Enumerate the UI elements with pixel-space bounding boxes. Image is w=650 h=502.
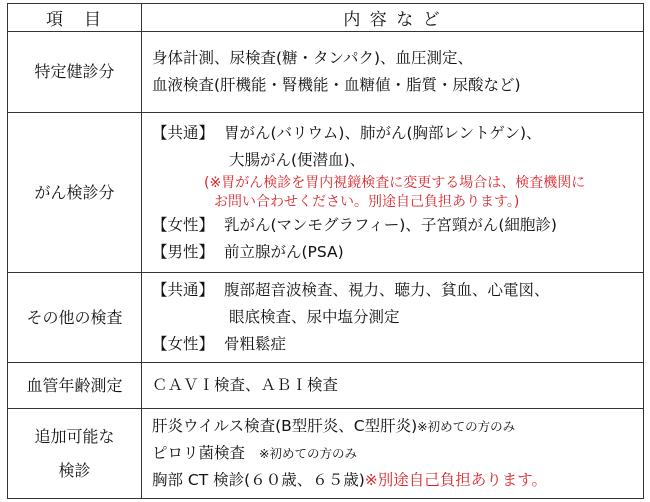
pylori-line — [152, 440, 635, 467]
row-gan — [8, 113, 644, 273]
header-content: 内 容 な ど — [142, 4, 644, 32]
ct-note: ※別途自己負担あります。 — [364, 471, 547, 489]
hep-text: 肝炎ウイルス検査(B型肝炎、C型肝炎) — [152, 417, 418, 435]
tokutei-line-1: 身体計測、尿検査(糖・タンパク)、血圧測定、 — [152, 49, 474, 67]
pylori-text: ピロリ菌検査 — [152, 444, 246, 462]
tokutei-line-2: 血液検査(肝機能・腎機能・血糖値・脂質・尿酸など) — [152, 76, 521, 94]
gan-female-line — [152, 212, 635, 239]
gan-female-tag: 【女性】 — [152, 215, 215, 234]
gan-male-line — [152, 239, 635, 266]
ct-line — [152, 467, 635, 494]
row-content-gan — [142, 113, 644, 273]
other-female-line — [152, 331, 635, 358]
row-label-tokutei: 特定健診分 — [8, 32, 142, 113]
row-label-additional — [8, 409, 142, 499]
gan-note-line-2: お問い合わせください。別途自己負担あります。) — [214, 193, 520, 210]
gan-common-line-1 — [152, 120, 635, 147]
header-row — [8, 4, 644, 32]
pylori-note: ※初めての方のみ — [259, 446, 357, 461]
row-label-other: その他の検査 — [8, 273, 142, 363]
row-vascular — [8, 363, 644, 409]
row-content-tokutei — [142, 32, 644, 113]
row-additional — [8, 409, 644, 499]
gan-female-text: 乳がん(マンモグラフィー)、子宮頸がん(細胞診) — [224, 215, 557, 234]
hep-line — [152, 413, 635, 440]
other-common-text-1: 腹部超音波検査、視力、聴力、貧血、心電図、 — [224, 281, 550, 299]
other-female-tag: 【女性】 — [152, 335, 215, 353]
additional-label-2: 検診 — [58, 460, 91, 480]
row-label-vascular: 血管年齢測定 — [8, 363, 142, 409]
row-tokutei — [8, 32, 644, 113]
ct-text: 胸部 CT 検診(６０歳、６５歳) — [152, 471, 365, 489]
gan-note-line-1: (※胃がん検診を胃内視鏡検査に変更する場合は、検査機関に — [204, 174, 586, 191]
row-other — [8, 273, 644, 363]
gan-male-tag: 【男性】 — [152, 242, 215, 261]
other-common-line-1 — [152, 277, 635, 304]
row-label-gan: がん検診分 — [8, 113, 142, 273]
gan-male-text: 前立腺がん(PSA) — [224, 242, 344, 261]
additional-label-1: 追加可能な — [34, 426, 115, 446]
gan-common-tag: 【共通】 — [152, 123, 215, 142]
row-content-vascular — [142, 363, 644, 409]
row-content-additional — [142, 409, 644, 499]
gan-common-line-2: 大腸がん(便潜血)、 — [229, 150, 366, 169]
vascular-text: ＣＡＶＩ検査、ＡＢＩ検査 — [152, 376, 339, 394]
other-common-line-2: 眼底検査、尿中塩分測定 — [229, 308, 400, 326]
other-common-tag: 【共通】 — [152, 281, 215, 299]
other-female-text: 骨粗鬆症 — [224, 335, 287, 353]
gan-common-text-1: 胃がん(バリウム)、肺がん(胸部レントゲン)、 — [224, 123, 542, 142]
hep-note: ※初めての方のみ — [417, 419, 516, 434]
header-item: 項 目 — [8, 4, 142, 32]
row-content-other — [142, 273, 644, 363]
exam-table — [7, 3, 644, 499]
